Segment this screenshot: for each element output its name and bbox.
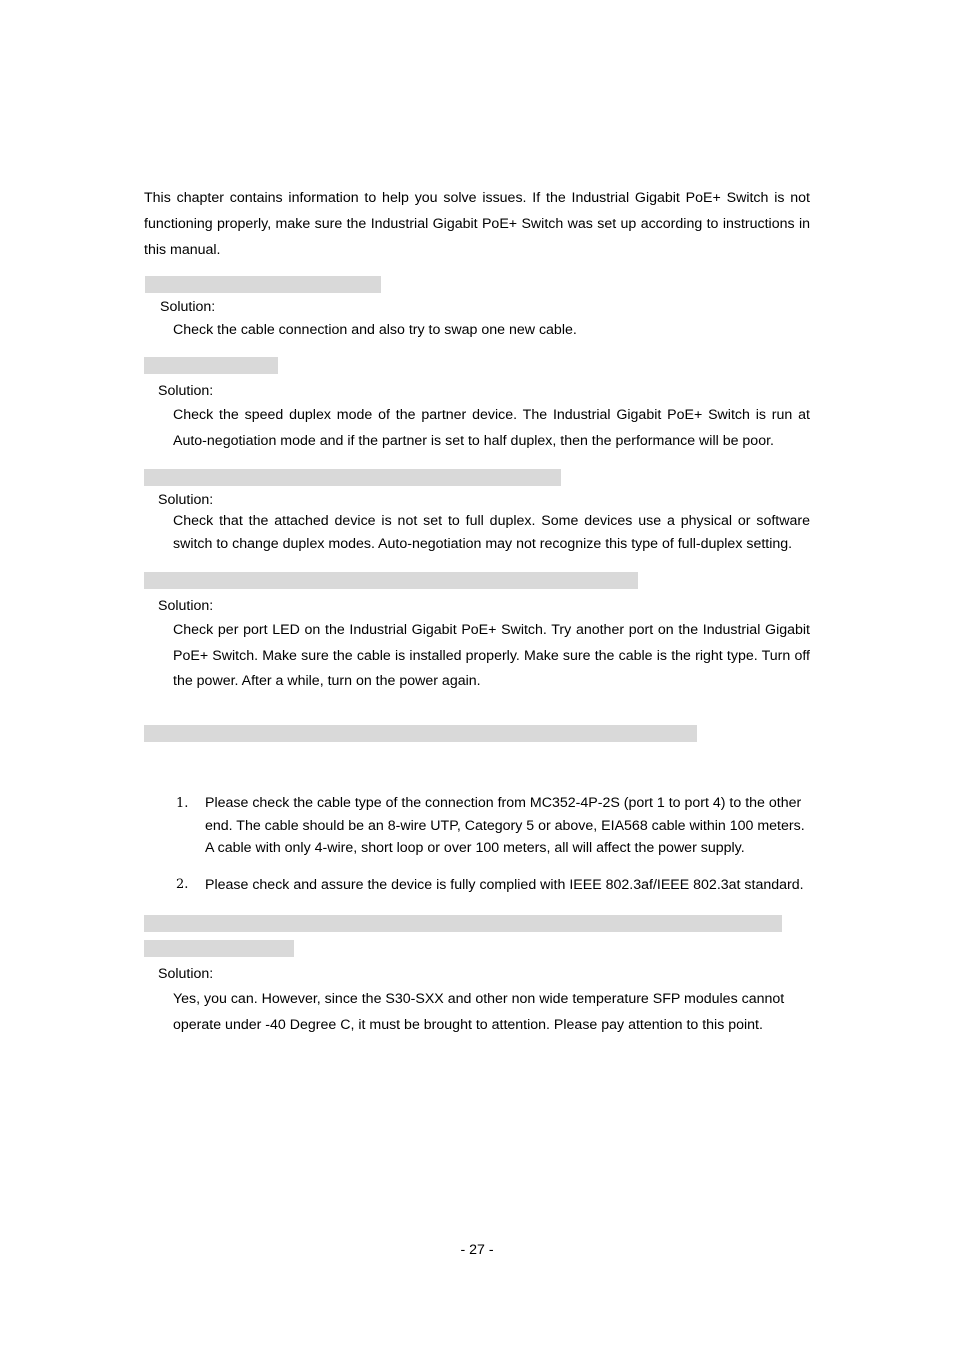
solution-label: Solution: xyxy=(160,299,216,315)
question-heading-highlight xyxy=(144,940,294,957)
solution-label: Solution: xyxy=(158,383,214,399)
question-heading-highlight xyxy=(144,572,638,589)
question-heading-highlight xyxy=(144,357,278,374)
solution-text: Check that the attached device is not set to full duplex. Some devices use a physical or software switch to change duplex modes. Auto-negotiation may not recognize this type of full-duplex setting. xyxy=(173,513,810,552)
question-heading-highlight xyxy=(144,725,697,742)
intro-paragraph: This chapter contains information to help you solve issues. If the Industrial Gigabit PoE+ Switch is not functioning properly, make sure the Industrial Gigabit PoE+ Switch was set up according to instructions in this manual. xyxy=(144,190,810,258)
solution-label: Solution: xyxy=(158,598,214,614)
list-item: Please check and assure the device is fully complied with IEEE 802.3af/IEEE 802.3at standard. xyxy=(205,877,804,893)
page-number: - 27 - xyxy=(460,1242,494,1258)
solution-text: Check the speed duplex mode of the partner device. The Industrial Gigabit PoE+ Switch is run at Auto-negotiation mode and if the partner is set to half duplex, then the performance will be poor. xyxy=(173,407,810,449)
solution-text: Check the cable connection and also try to swap one new cable. xyxy=(173,322,577,338)
list-number: 2. xyxy=(176,877,189,892)
question-heading-highlight xyxy=(145,276,381,293)
question-heading-highlight xyxy=(144,915,782,932)
list-item: Please check the cable type of the connection from MC352-4P-2S (port 1 to port 4) to the other end. The cable should be an 8-wire UTP, Category 5 or above, EIA568 cable within 100 meters. A cable with only 4-wire, short loop or over 100 meters, all will affect the power supply. xyxy=(205,795,805,856)
solution-label: Solution: xyxy=(158,492,214,508)
list-number: 1. xyxy=(176,796,189,811)
solution-text: Check per port LED on the Industrial Gigabit PoE+ Switch. Try another port on the Industrial Gigabit PoE+ Switch. Make sure the cable is installed properly. Make sure the cable is the right type. Turn off the power. After a while, turn on the power again. xyxy=(173,622,810,690)
solution-text: Yes, you can. However, since the S30-SXX and other non wide temperature SFP modules cannot operate under -40 Degree C, it must be brought to attention. Please pay attention to this point. xyxy=(173,991,785,1033)
question-heading-highlight xyxy=(144,469,561,486)
solution-label: Solution: xyxy=(158,966,214,982)
